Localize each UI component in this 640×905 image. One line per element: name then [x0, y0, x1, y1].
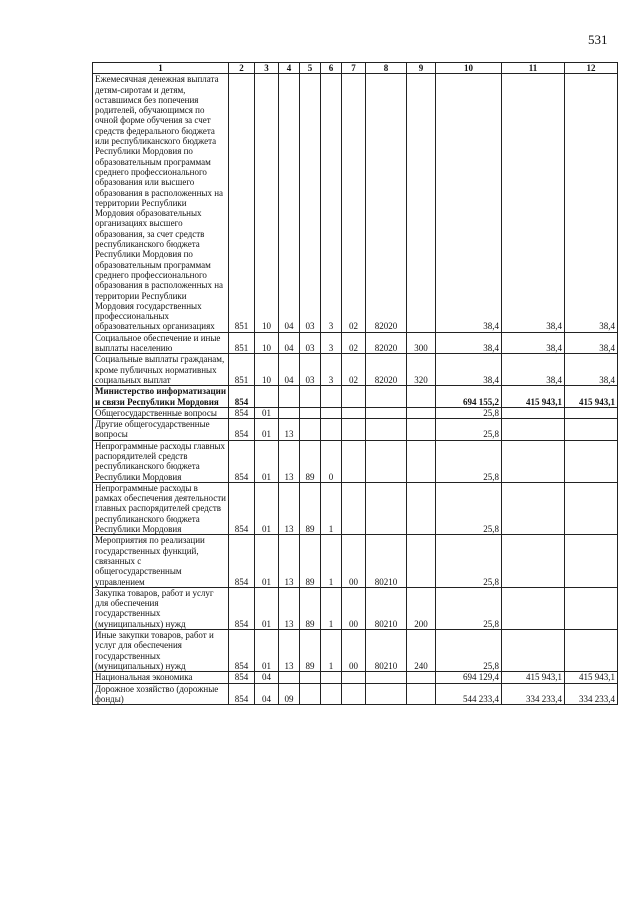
ministry-code: 854	[229, 672, 255, 683]
direction-code: 02	[342, 354, 366, 386]
column-header: 6	[321, 63, 342, 74]
kind-code	[407, 683, 436, 705]
expense-code: 80210	[366, 630, 407, 672]
ministry-code: 854	[229, 482, 255, 534]
amount-year-3	[565, 482, 618, 534]
amount-year-1: 544 233,4	[436, 683, 502, 705]
subsection-code: 13	[279, 535, 300, 587]
subprogram-code	[321, 683, 342, 705]
kind-code: 300	[407, 332, 436, 354]
direction-code: 00	[342, 630, 366, 672]
program-code	[300, 683, 321, 705]
row-name: Другие общегосударственные вопросы	[93, 419, 229, 441]
amount-year-3	[565, 407, 618, 418]
expense-code	[366, 482, 407, 534]
ministry-code: 854	[229, 440, 255, 482]
column-header: 11	[502, 63, 565, 74]
row-name: Дорожное хозяйство (дорожные фонды)	[93, 683, 229, 705]
amount-year-1: 25,8	[436, 419, 502, 441]
subsection-code: 04	[279, 354, 300, 386]
ministry-code: 854	[229, 386, 255, 408]
expense-code	[366, 407, 407, 418]
subprogram-code: 1	[321, 587, 342, 629]
ministry-code: 851	[229, 354, 255, 386]
section-code: 01	[255, 407, 279, 418]
subprogram-code	[321, 419, 342, 441]
direction-code	[342, 672, 366, 683]
expense-code: 82020	[366, 332, 407, 354]
amount-year-2	[502, 535, 565, 587]
subsection-code	[279, 672, 300, 683]
section-code: 01	[255, 630, 279, 672]
direction-code	[342, 386, 366, 408]
expense-code: 82020	[366, 74, 407, 332]
section-code: 01	[255, 482, 279, 534]
amount-year-3: 38,4	[565, 332, 618, 354]
table-row	[93, 535, 618, 587]
section-code: 04	[255, 683, 279, 705]
page-number: 531	[588, 32, 608, 47]
section-code: 01	[255, 587, 279, 629]
row-name: Мероприятия по реализации государственных функций, связанных с общегосударственным управлением	[93, 535, 229, 587]
amount-year-2	[502, 587, 565, 629]
amount-year-1: 25,8	[436, 535, 502, 587]
direction-code	[342, 440, 366, 482]
program-code: 89	[300, 535, 321, 587]
direction-code	[342, 407, 366, 418]
table-row	[93, 683, 618, 705]
amount-year-1: 694 155,2	[436, 386, 502, 408]
amount-year-1: 25,8	[436, 482, 502, 534]
row-name: Ежемесячная денежная выплата детям-сиротам и детям, оставшимся без попечения родителей, обучающимся по очной форме обучения за счет средств федерального бюджета или республиканского бюджета Республики Мордовия по образовательным программам среднего профессионального образования или высшего образования в расположенных на территории Республики Мордовия образовательных организациях высшего образования, за счет средств республиканского бюджета Республики Мордовия по образовательным программам среднего профессионального образования в расположенных на территории Республики Мордовия государственных профессиональных образовательных организациях	[93, 74, 229, 332]
amount-year-2: 415 943,1	[502, 672, 565, 683]
subsection-code: 13	[279, 440, 300, 482]
program-code	[300, 407, 321, 418]
program-code: 89	[300, 482, 321, 534]
amount-year-3	[565, 535, 618, 587]
ministry-code: 854	[229, 535, 255, 587]
budget-table	[92, 62, 618, 705]
amount-year-2: 38,4	[502, 332, 565, 354]
program-code: 89	[300, 440, 321, 482]
expense-code	[366, 672, 407, 683]
expense-code: 82020	[366, 354, 407, 386]
row-name: Министерство информатизации и связи Республики Мордовия	[93, 386, 229, 408]
ministry-code: 854	[229, 630, 255, 672]
table-row	[93, 440, 618, 482]
amount-year-2	[502, 419, 565, 441]
subprogram-code: 3	[321, 74, 342, 332]
table-body	[93, 74, 618, 705]
column-header: 4	[279, 63, 300, 74]
table-row	[93, 587, 618, 629]
kind-code	[407, 386, 436, 408]
ministry-code: 854	[229, 587, 255, 629]
kind-code	[407, 535, 436, 587]
program-code: 89	[300, 630, 321, 672]
program-code: 89	[300, 587, 321, 629]
ministry-code: 851	[229, 332, 255, 354]
row-name: Общегосударственные вопросы	[93, 407, 229, 418]
section-code: 01	[255, 440, 279, 482]
amount-year-1: 25,8	[436, 587, 502, 629]
kind-code: 200	[407, 587, 436, 629]
table-row	[93, 354, 618, 386]
ministry-code: 854	[229, 683, 255, 705]
amount-year-3	[565, 630, 618, 672]
subprogram-code: 1	[321, 535, 342, 587]
program-code	[300, 419, 321, 441]
program-code: 03	[300, 74, 321, 332]
direction-code: 00	[342, 587, 366, 629]
direction-code	[342, 419, 366, 441]
kind-code: 240	[407, 630, 436, 672]
column-header: 3	[255, 63, 279, 74]
subprogram-code: 1	[321, 482, 342, 534]
subprogram-code	[321, 407, 342, 418]
row-name: Национальная экономика	[93, 672, 229, 683]
column-header: 12	[565, 63, 618, 74]
subsection-code: 04	[279, 332, 300, 354]
section-code	[255, 386, 279, 408]
table-row	[93, 407, 618, 418]
table-row	[93, 386, 618, 408]
subprogram-code: 1	[321, 630, 342, 672]
column-header: 7	[342, 63, 366, 74]
row-name: Закупка товаров, работ и услуг для обеспечения государственных (муниципальных) нужд	[93, 587, 229, 629]
amount-year-2: 415 943,1	[502, 386, 565, 408]
amount-year-1: 38,4	[436, 354, 502, 386]
amount-year-2: 38,4	[502, 74, 565, 332]
direction-code: 00	[342, 535, 366, 587]
subprogram-code: 3	[321, 332, 342, 354]
amount-year-1: 25,8	[436, 407, 502, 418]
subsection-code: 13	[279, 482, 300, 534]
amount-year-3: 415 943,1	[565, 386, 618, 408]
subprogram-code	[321, 672, 342, 683]
amount-year-2	[502, 407, 565, 418]
direction-code: 02	[342, 74, 366, 332]
section-code: 10	[255, 332, 279, 354]
expense-code	[366, 683, 407, 705]
amount-year-3: 334 233,4	[565, 683, 618, 705]
table-row	[93, 74, 618, 332]
direction-code: 02	[342, 332, 366, 354]
amount-year-1: 38,4	[436, 74, 502, 332]
amount-year-3: 38,4	[565, 74, 618, 332]
amount-year-1: 38,4	[436, 332, 502, 354]
row-name: Социальное обеспечение и иные выплаты населению	[93, 332, 229, 354]
header-row	[93, 63, 618, 74]
kind-code: 320	[407, 354, 436, 386]
subprogram-code	[321, 386, 342, 408]
amount-year-1: 25,8	[436, 440, 502, 482]
table-row	[93, 332, 618, 354]
kind-code	[407, 419, 436, 441]
table-row	[93, 482, 618, 534]
column-header: 8	[366, 63, 407, 74]
row-name: Иные закупки товаров, работ и услуг для обеспечения государственных (муниципальных) нужд	[93, 630, 229, 672]
column-header: 5	[300, 63, 321, 74]
expense-code	[366, 419, 407, 441]
column-header: 1	[93, 63, 229, 74]
section-code: 04	[255, 672, 279, 683]
ministry-code: 854	[229, 419, 255, 441]
subsection-code	[279, 386, 300, 408]
expense-code: 80210	[366, 535, 407, 587]
subsection-code: 04	[279, 74, 300, 332]
row-name: Непрограммные расходы в рамках обеспечения деятельности главных распорядителей средств республиканского бюджета Республики Мордовия	[93, 482, 229, 534]
subsection-code: 09	[279, 683, 300, 705]
amount-year-2: 334 233,4	[502, 683, 565, 705]
kind-code	[407, 482, 436, 534]
amount-year-2	[502, 630, 565, 672]
subsection-code: 13	[279, 419, 300, 441]
section-code: 10	[255, 354, 279, 386]
subsection-code: 13	[279, 587, 300, 629]
table-row	[93, 419, 618, 441]
column-header: 9	[407, 63, 436, 74]
kind-code	[407, 440, 436, 482]
kind-code	[407, 74, 436, 332]
subprogram-code: 0	[321, 440, 342, 482]
section-code: 01	[255, 535, 279, 587]
section-code: 10	[255, 74, 279, 332]
column-header: 10	[436, 63, 502, 74]
kind-code	[407, 672, 436, 683]
expense-code	[366, 386, 407, 408]
subsection-code: 13	[279, 630, 300, 672]
ministry-code: 851	[229, 74, 255, 332]
table-row	[93, 630, 618, 672]
amount-year-3: 38,4	[565, 354, 618, 386]
subprogram-code: 3	[321, 354, 342, 386]
amount-year-2	[502, 440, 565, 482]
amount-year-3	[565, 440, 618, 482]
direction-code	[342, 683, 366, 705]
amount-year-3	[565, 419, 618, 441]
program-code: 03	[300, 332, 321, 354]
amount-year-1: 694 129,4	[436, 672, 502, 683]
ministry-code: 854	[229, 407, 255, 418]
amount-year-2	[502, 482, 565, 534]
kind-code	[407, 407, 436, 418]
expense-code	[366, 440, 407, 482]
expense-code: 80210	[366, 587, 407, 629]
table-row	[93, 672, 618, 683]
section-code: 01	[255, 419, 279, 441]
amount-year-3: 415 943,1	[565, 672, 618, 683]
amount-year-2: 38,4	[502, 354, 565, 386]
subsection-code	[279, 407, 300, 418]
program-code	[300, 672, 321, 683]
column-header: 2	[229, 63, 255, 74]
amount-year-3	[565, 587, 618, 629]
program-code: 03	[300, 354, 321, 386]
direction-code	[342, 482, 366, 534]
program-code	[300, 386, 321, 408]
row-name: Непрограммные расходы главных распорядителей средств республиканского бюджета Республики Мордовия	[93, 440, 229, 482]
amount-year-1: 25,8	[436, 630, 502, 672]
row-name: Социальные выплаты гражданам, кроме публичных нормативных социальных выплат	[93, 354, 229, 386]
